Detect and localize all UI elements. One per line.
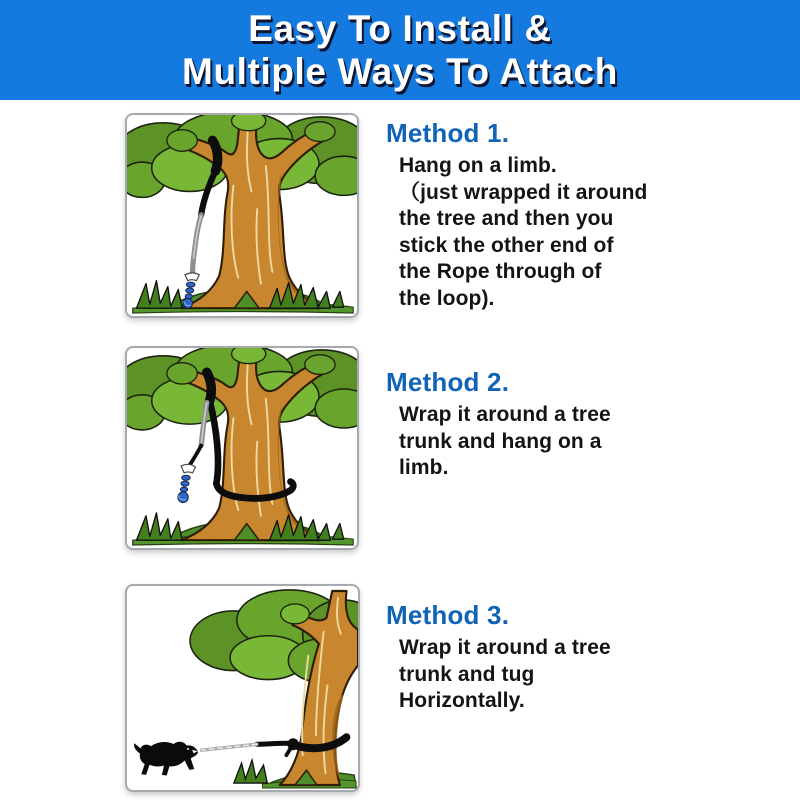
tree-illustration-svg — [127, 348, 357, 548]
method-1-text-block — [386, 118, 788, 312]
method-2-body — [386, 398, 788, 482]
text-line: Horizontally. — [399, 689, 525, 712]
text-line: Wrap it around a tree — [399, 403, 611, 426]
page-title-line-1: Easy To Install & — [248, 8, 552, 49]
text-line: trunk and tug — [399, 662, 535, 686]
method-1-heading: Method 1. — [386, 118, 510, 148]
method-2-illustration — [125, 346, 359, 550]
tree-trunk — [280, 591, 358, 785]
text-line: the tree and then you — [399, 207, 614, 230]
method-3-illustration — [125, 584, 360, 792]
method-3-heading: Method 3. — [386, 600, 510, 630]
text-line: trunk and hang on a — [399, 429, 602, 453]
method-1-body — [386, 149, 788, 312]
method-3-text-block — [386, 600, 788, 715]
method-1-illustration — [125, 113, 359, 318]
page-title-line-2: Multiple Ways To Attach — [182, 51, 618, 92]
header-banner — [0, 0, 800, 100]
grass-tufts — [234, 760, 267, 783]
text-line: limb. — [399, 456, 449, 479]
text-line: （just wrapped it around — [399, 180, 648, 204]
method-2-heading: Method 2. — [386, 367, 510, 397]
text-line: the loop). — [399, 286, 495, 310]
text-line: Wrap it around a tree — [399, 636, 611, 659]
rope-knot — [287, 738, 298, 750]
text-line: stick the other end of — [399, 233, 614, 257]
text-line: the Rope through of — [399, 260, 602, 283]
toy-graphic — [178, 464, 196, 502]
text-line: Hang on a limb. — [399, 154, 557, 177]
method-3-body — [386, 631, 788, 715]
tree-illustration-svg — [127, 586, 358, 790]
tree-illustration-svg — [127, 115, 357, 316]
method-2-text-block — [386, 367, 788, 482]
dog-graphic — [134, 742, 198, 776]
